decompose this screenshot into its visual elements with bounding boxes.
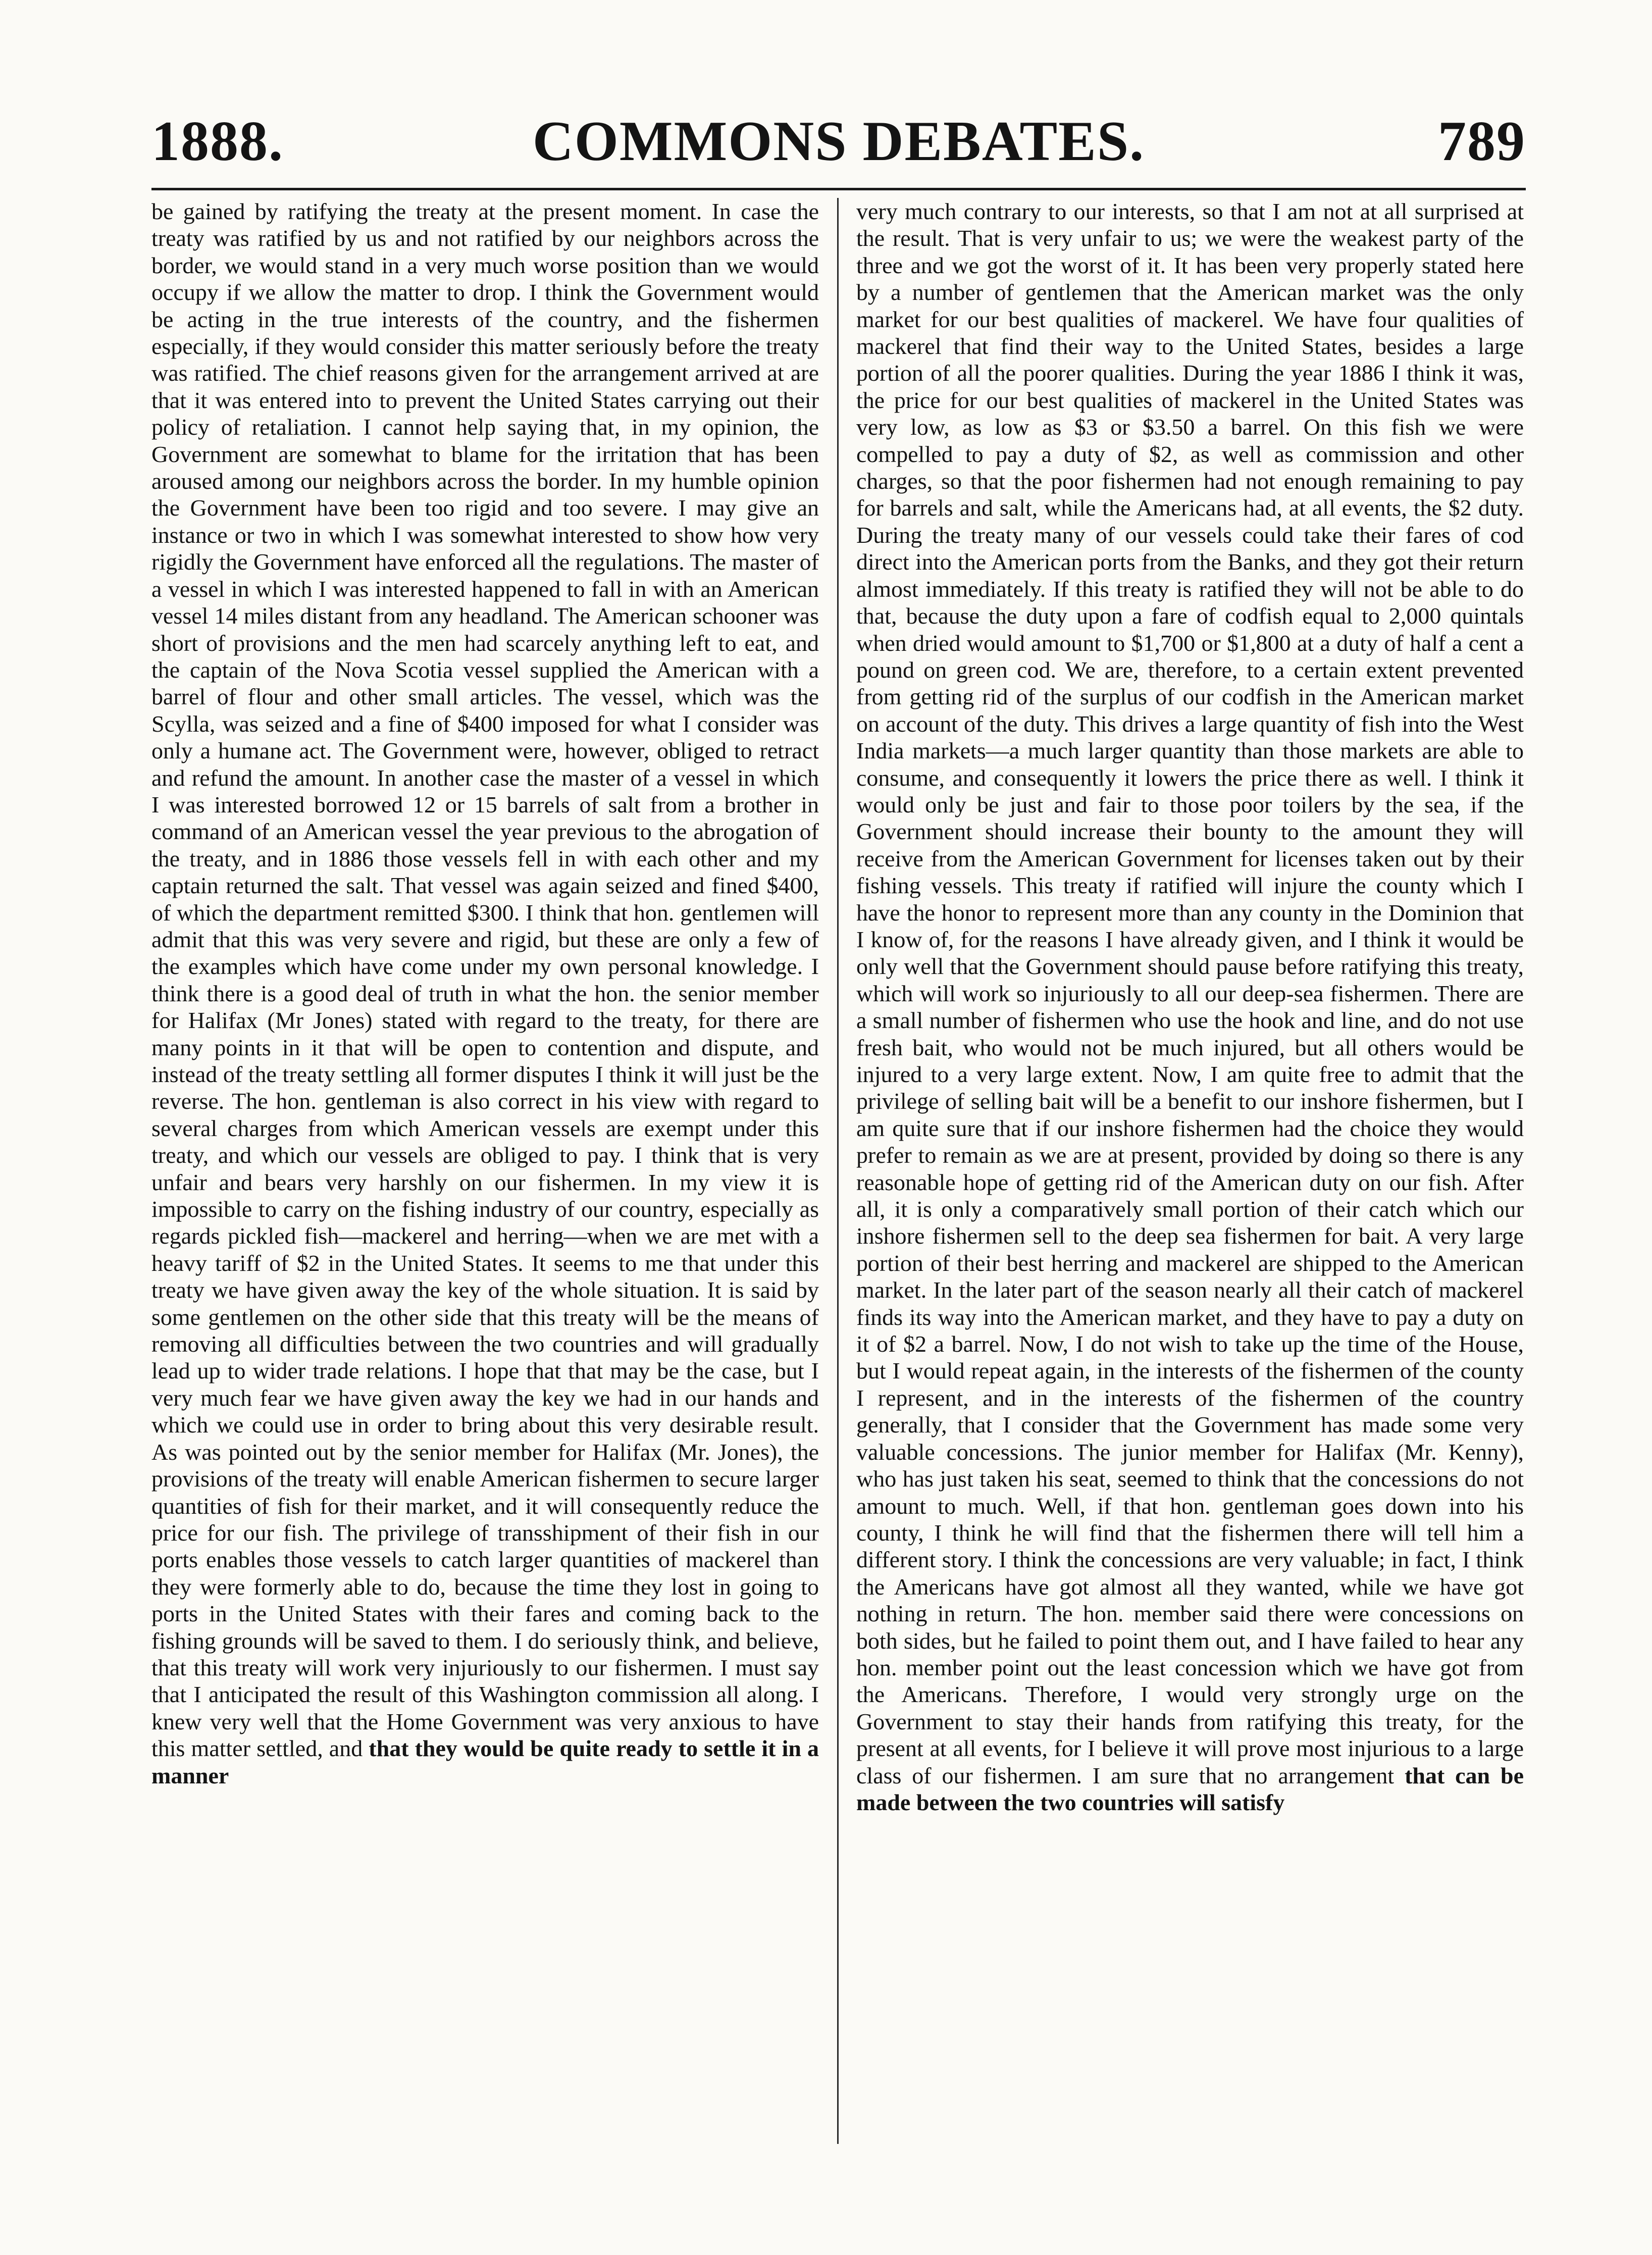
header-year: 1888. [151, 110, 284, 173]
right-column [856, 198, 1524, 2144]
left-column-body: be gained by ratifying the treaty at the present moment. In case the treaty was ratified by us and not ratified by our neighbors across the border, we would stand in a very much worse position than we would occupy if we allow the matter to drop. I think the Government would be acting in the true interests of the country, and the fishermen especially, if they would consider this matter seriously before the treaty was ratified. The chief reasons given for the arrangement arrived at are that it was entered into to prevent the United States carrying out their policy of retaliation. I cannot help saying that, in my opinion, the Government are somewhat to blame for the irritation that has been aroused among our neighbors across the border. In my humble opinion the Government have been too rigid and too severe. I may give an instance or two in which I was somewhat interested to show how very rigidly the Government have enforced all the regulations. The master of a vessel in which I was interested happened to fall in with an American vessel 14 miles distant from any headland. The American schooner was short of provisions and the men had scarcely anything left to eat, and the captain of the Nova Scotia vessel supplied the American with a barrel of flour and other small articles. The vessel, which was the Scylla, was seized and a fine of $400 imposed for what I consider was only a humane act. The Government were, however, obliged to retract and refund the amount. In another case the master of a vessel in which I was interested borrowed 12 or 15 barrels of salt from a brother in command of an American vessel the year previous to the abrogation of the treaty, and in 1886 those vessels fell in with each other and my captain returned the salt. That vessel was again seized and fined $400, of which the department remitted $300. I think that hon. gentlemen will admit that this was very severe and rigid, but these are only a few of the examples which have come under my own personal knowledge. I think there is a good deal of truth in what the hon. the senior member for Halifax (Mr Jones) stated with regard to the treaty, for there are many points in it that will be open to contention and dispute, and instead of the treaty settling all former disputes I think it will just be the reverse. The hon. gentleman is also correct in his view with regard to several charges from which American vessels are exempt under this treaty, and which our vessels are obliged to pay. I think that is very unfair and bears very harshly on our fishermen. In my view it is impossible to carry on the fishing industry of our country, especially as regards pickled fish—mackerel and herring—when we are met with a heavy tariff of $2 in the United States. It seems to me that under this treaty we have given away the key of the whole situation. It is said by some gentlemen on the other side that this treaty will be the means of removing all difficulties between the two countries and will gradually lead up to wider trade relations. I hope that that may be the case, but I very much fear we have given away the key we had in our hands and which we could use in order to bring about this very desirable result. As was pointed out by the senior member for Halifax (Mr. Jones), the provisions of the treaty will enable American fishermen to secure larger quantities of fish for their market, and it will consequently reduce the price for our fish. The privilege of transshipment of their fish in our ports enables those vessels to catch larger quantities of mackerel than they were formerly able to do, because the time they lost in going to ports in the United States with their fares and coming back to the fishing grounds will be saved to them. I do seriously think, and believe, that this treaty will work very injuriously to our fishermen. I must say that I anticipated the result of this Washington commission all along. I knew very well that the Home Government was very anxious to have this matter settled, and [151, 198, 819, 1762]
left-column [151, 198, 819, 2144]
right-column-text [856, 198, 1524, 1816]
left-column-tail: that they would be quite ready to settle it in a manner [151, 1735, 819, 1788]
header-rule [151, 188, 1526, 190]
page-header [151, 106, 1526, 177]
header-title: COMMONS DEBATES. [532, 110, 1145, 173]
column-divider [837, 198, 839, 2144]
text-columns [151, 198, 1526, 2144]
header-page-number: 789 [1438, 110, 1526, 173]
left-column-text [151, 198, 819, 1789]
right-column-tail: that can be made between the two countries will satisfy [856, 1762, 1524, 1815]
right-column-body: very much contrary to our interests, so that I am not at all surprised at the result. That is very unfair to us; we were the weakest party of the three and we got the worst of it. It has been very properly stated here by a number of gentlemen that the American market was the only market for our best qualities of mackerel. We have four qualities of mackerel that find their way to the United States, besides a large portion of all the poorer qualities. During the year 1886 I think it was, the price for our best qualities of mackerel in the United States was very low, as low as $3 or $3.50 a barrel. On this fish we were compelled to pay a duty of $2, as well as commission and other charges, so that the poor fishermen had not enough remaining to pay for barrels and salt, while the Americans had, at all events, the $2 duty. During the treaty many of our vessels could take their fares of cod direct into the American ports from the Banks, and they got their return almost immediately. If this treaty is ratified they will not be able to do that, because the duty upon a fare of codfish equal to 2,000 quintals when dried would amount to $1,700 or $1,800 at a duty of half a cent a pound on green cod. We are, therefore, to a certain extent prevented from getting rid of the surplus of our codfish in the American market on account of the duty. This drives a large quantity of fish into the West India markets—a much larger quantity than those markets are able to consume, and consequently it lowers the price there as well. I think it would only be just and fair to those poor toilers by the sea, if the Government should increase their bounty to the amount they will receive from the American Government for licenses taken out by their fishing vessels. This treaty if ratified will injure the county which I have the honor to represent more than any county in the Dominion that I know of, for the reasons I have already given, and I think it would be only well that the Government should pause before ratifying this treaty, which will work so injuriously to all our deep-sea fishermen. There are a small number of fishermen who use the hook and line, and do not use fresh bait, who would not be much injured, but all others would be injured to a very large extent. Now, I am quite free to admit that the privilege of selling bait will be a benefit to our inshore fishermen, but I am quite sure that if our inshore fishermen had the choice they would prefer to remain as we are at present, provided by doing so there is any reasonable hope of getting rid of the American duty on our fish. After all, it is only a comparatively small portion of their catch which our inshore fishermen sell to the deep sea fishermen for bait. A very large portion of their best herring and mackerel are shipped to the American market. In the later part of the season nearly all their catch of mackerel finds its way into the American market, and they have to pay a duty on it of $2 a barrel. Now, I do not wish to take up the time of the House, but I would repeat again, in the interests of the fishermen of the county I represent, and in the interests of the fishermen of the country generally, that I consider that the Government has made some very valuable concessions. The junior member for Halifax (Mr. Kenny), who has just taken his seat, seemed to think that the concessions do not amount to much. Well, if that hon. gentleman goes down into his county, I think he will find that the fishermen there will tell him a different story. I think the concessions are very valuable; in fact, I think the Americans have got almost all they wanted, while we have got nothing in return. The hon. member said there were concessions on both sides, but he failed to point them out, and I have failed to hear any hon. member point out the least concession which we have got from the Americans. Therefore, I would very strongly urge on the Government to stay their hands from ratifying this treaty, for the present at all events, for I believe it will prove most injurious to a large class of our fishermen. I am sure that no arrangement [856, 198, 1524, 1788]
